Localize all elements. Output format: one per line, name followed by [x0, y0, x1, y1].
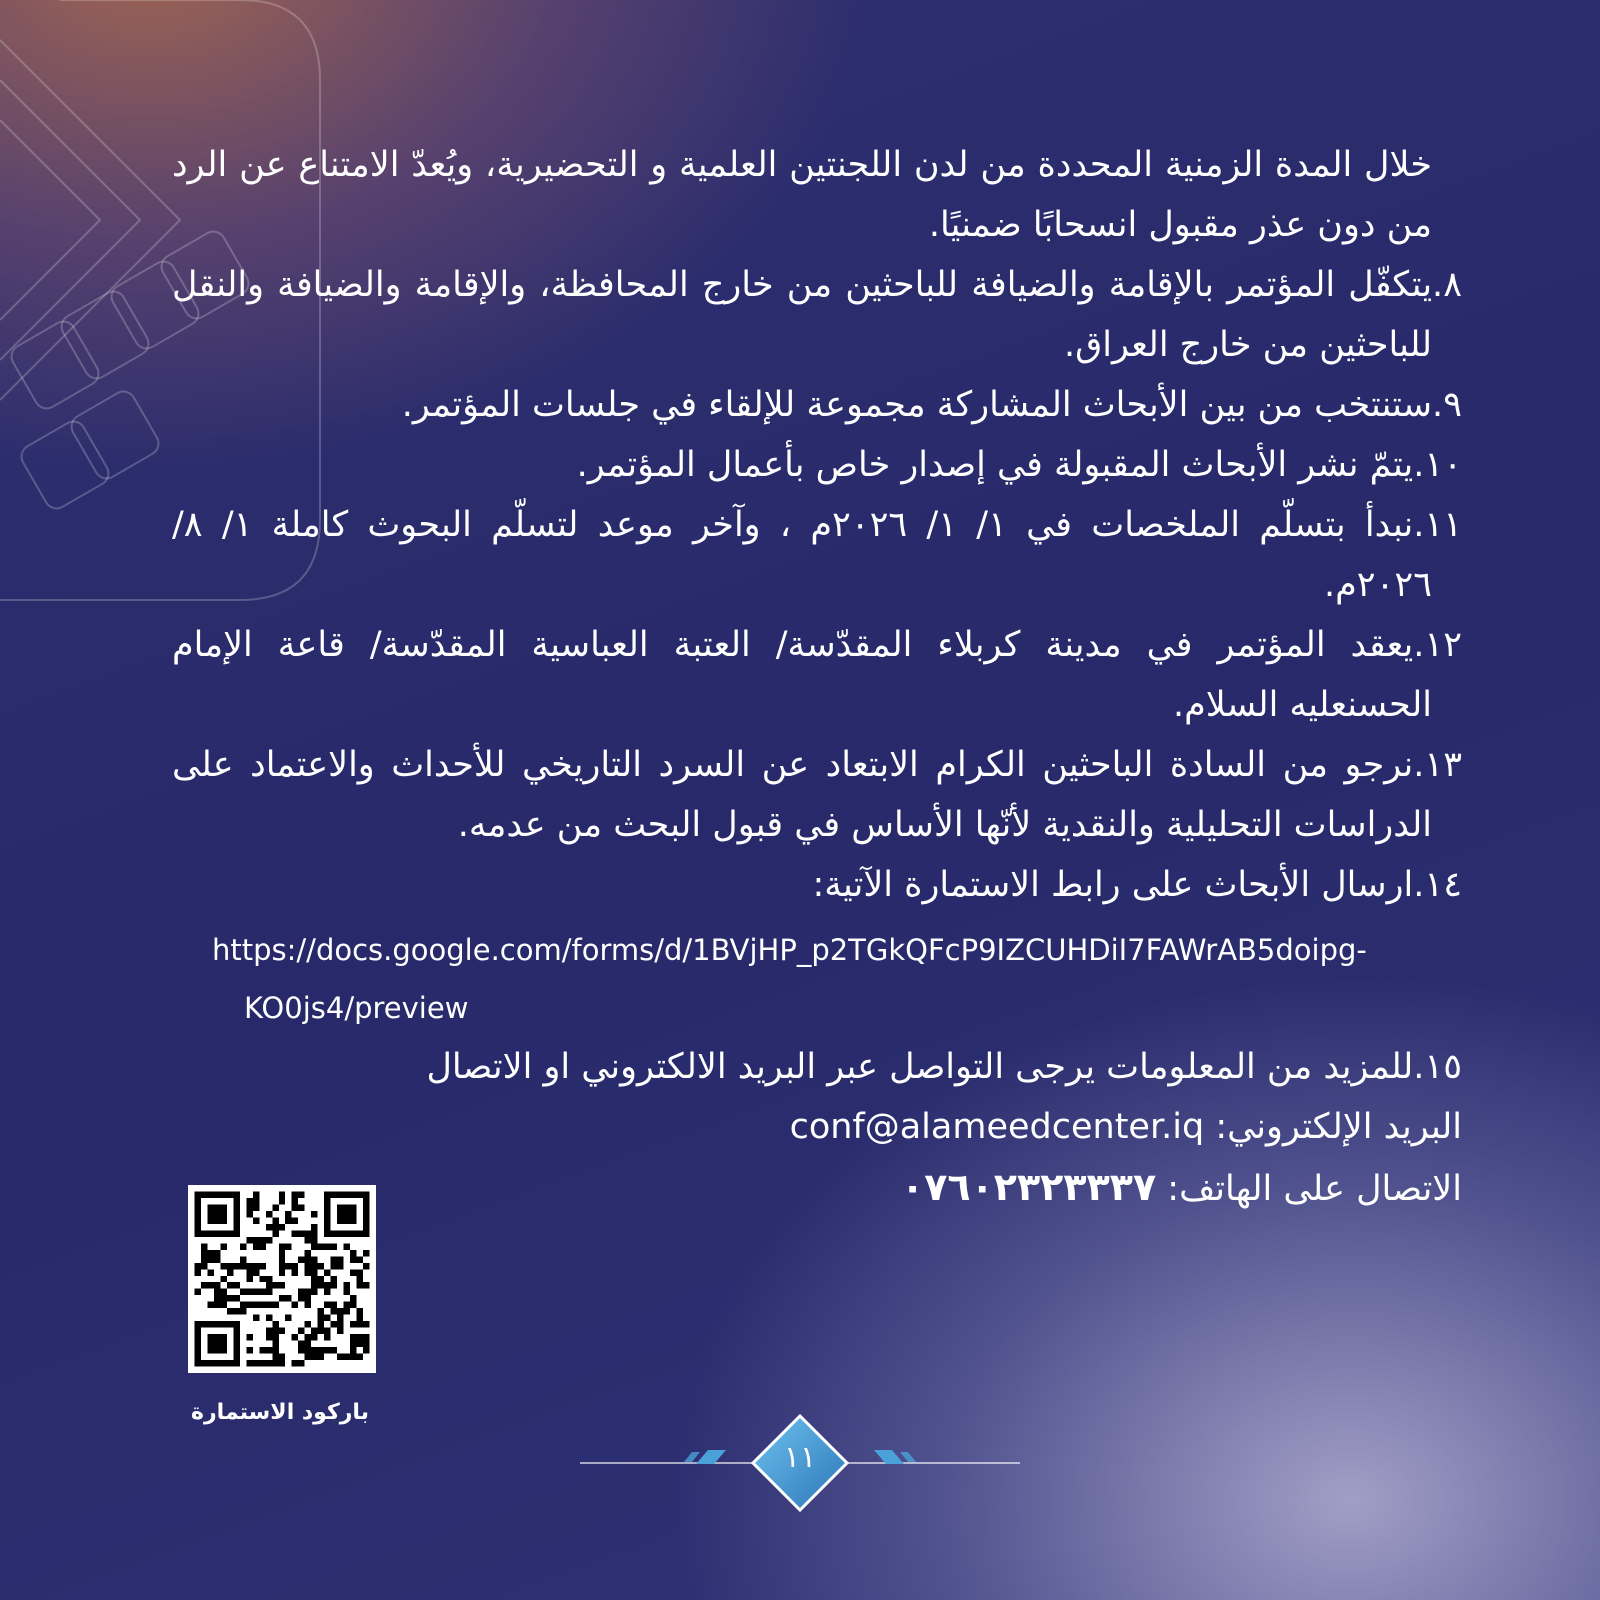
list-item-11: ١١.نبدأ بتسلّم الملخصات في ١/ ١/ ٢٠٢٦م ، وآخر موعد لتسلّم البحوث كاملة ١/ ٨/ ٢٠٢٦م.: [172, 505, 1463, 605]
email-label: البريد الإلكتروني:: [1204, 1107, 1462, 1147]
form-link-line2[interactable]: KO0js4/preview: [244, 991, 469, 1025]
page-number: ١١: [783, 1440, 817, 1475]
conference-terms: [172, 135, 1462, 1219]
form-link[interactable]: [172, 921, 1462, 1037]
email-line: [172, 1097, 1462, 1157]
contact-intro: ١٥.للمزيد من المعلومات يرجى التواصل عبر البريد الالكتروني او الاتصال: [426, 1047, 1462, 1087]
list-item-14: ١٤.ارسال الأبحاث على رابط الاستمارة الآتية:: [812, 865, 1462, 905]
list-item-9: ٩.ستنتخب من بين الأبحاث المشاركة مجموعة للإلقاء في جلسات المؤتمر.: [401, 385, 1462, 425]
list-item-10: ١٠.يتمّ نشر الأبحاث المقبولة في إصدار خاص بأعمال المؤتمر.: [576, 445, 1462, 485]
qr-code[interactable]: [188, 1185, 376, 1373]
list-item-12: ١٢.يعقد المؤتمر في مدينة كربلاء المقدّسة/ العتبة العباسية المقدّسة/ قاعة الإمام الحسنعليه السلام.: [172, 625, 1462, 725]
phone-number[interactable]: ٠٧٦٠٢٣٢٣٣٣٧: [901, 1165, 1157, 1209]
list-item-13: ١٣.نرجو من السادة الباحثين الكرام الابتعاد عن السرد التاريخي للأحداث والاعتماد على الدراسات التحليلية والنقدية لأنّها الأساس في قبول البحث من عدمه.: [172, 745, 1462, 845]
qr-label: باركود الاستمارة: [191, 1400, 369, 1425]
form-link-line1[interactable]: https://docs.google.com/forms/d/1BVjHP_p2TGkQFcP9IZCUHDiI7FAWrAB5doipg-: [212, 933, 1367, 967]
list-item-8: ٨.يتكفّل المؤتمر بالإقامة والضيافة للباحثين من خارج المحافظة، والإقامة والضيافة والنقل للباحثين من خارج العراق.: [172, 265, 1462, 365]
email-link[interactable]: conf@alameedcenter.iq: [789, 1107, 1205, 1147]
phone-label: الاتصال على الهاتف:: [1156, 1169, 1462, 1209]
paragraph-continuation: خلال المدة الزمنية المحددة من لدن اللجنتين العلمية و التحضيرية، ويُعدّ الامتناع عن الرد من دون عذر مقبول انسحابًا ضمنيًا.: [172, 145, 1432, 245]
